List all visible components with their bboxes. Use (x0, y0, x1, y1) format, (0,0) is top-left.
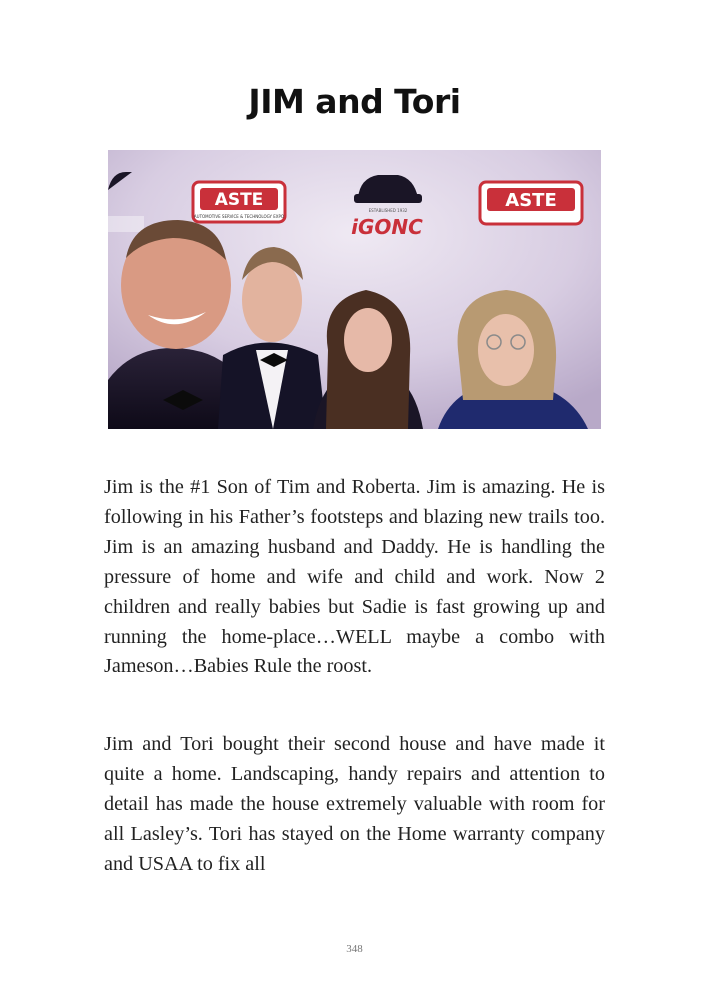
page-number: 348 (346, 943, 363, 955)
body-paragraph-1: Jim is the #1 Son of Tim and Roberta. Jim is amazing. He is following in his Father’s footsteps and blazing new trails too. Jim is an amazing husband and Daddy. He is handling the pressure of home and wife and child and work. Now 2 children and really babies but Sadie is fast growing up and running the home-place…WELL maybe a combo with Jameson…Babies Rule the roost. (104, 476, 605, 678)
backdrop-established: ESTABLISHED 1932 (368, 208, 408, 213)
page-title: JIM and Tori (248, 82, 461, 121)
group-photo (108, 150, 601, 429)
backdrop-logo-left-subtext: AUTOMOTIVE SERVICE & TECHNOLOGY EXPO (193, 214, 285, 219)
backdrop-logo-left-text: ASTE (214, 190, 264, 210)
backdrop-logo-right-text: ASTE (505, 190, 557, 211)
backdrop-logo-right (480, 182, 582, 224)
backdrop-logo-left (193, 182, 285, 222)
body-paragraph-2: Jim and Tori bought their second house and have made it quite a home. Landscaping, handy repairs and attention to detail has made the house extremely valuable with room for all Lasley’s. Tori has stayed on the Home warranty company and USAA to fix all (104, 733, 605, 875)
backdrop-logo-center-text: iGONC (351, 215, 423, 239)
